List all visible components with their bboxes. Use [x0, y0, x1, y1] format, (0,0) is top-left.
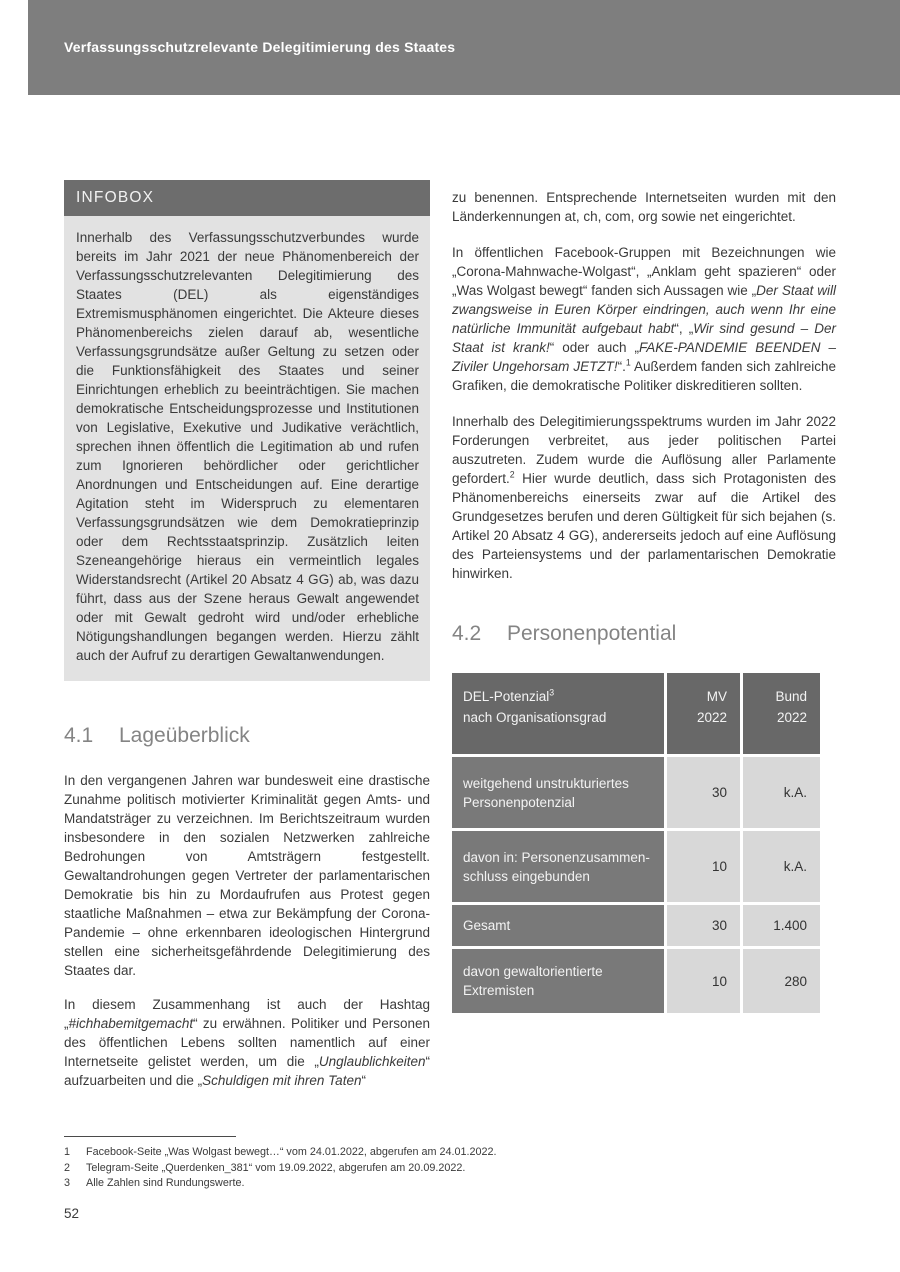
page-number: 52 [64, 1206, 80, 1221]
table-row-label: Gesamt [452, 905, 664, 946]
right-paragraph-2: In öffentlichen Facebook-Gruppen mit Bezeichnungen wie „Corona-Mahnwache-Wolgast“, „Anklam geht spazieren“ oder „Was Wolgast bewegt“ fanden sich Aussagen wie „Der Staat will zwangsweise in Euren Körper eindringen, auch wenn Ihr eine natürliche Immunität aufgebaut habt“, „Wir sind gesund – Der Staat ist krank!“ oder auch „FAKE-PANDEMIE BEENDEN – Ziviler Ungehorsam JETZT!“.$^1$ Außerdem fanden sich zahlreiche Grafiken, die demokratische Politiker diskreditieren sollten. [452, 245, 836, 393]
section-4-1-number: 4.1 [64, 724, 94, 747]
running-header-title: Verfassungsschutzrelevante Delegitimierung des Staates [64, 39, 456, 55]
table-header-del-potenzial [452, 673, 664, 754]
footnote-text: Alle Zahlen sind Rundungswerte. [86, 1177, 245, 1189]
table-header-label-line1: DEL-Potenzial [463, 689, 550, 704]
table-header-label-line1-wrap [463, 686, 656, 707]
footnote-number: 3 [64, 1177, 71, 1189]
table-row-mv-value: 30 [667, 757, 740, 828]
left-column [64, 180, 430, 1090]
footnote-text: Facebook-Seite „Was Wolgast bewegt…“ vom 24.01.2022, abgerufen am 24.01.2022. [86, 1146, 497, 1158]
right-paragraph-3: Innerhalb des Delegitimierungsspektrums wurden im Jahr 2022 Forderungen verbreitet, aus jeder politischen Partei auszutreten. Zudem wurde die Auflösung aller Parlamente gefordert.$^2$ Hier wurde deutlich, dass sich Protagonisten des Phänomenbereichs einerseits zwar auf die Artikel des Grundgesetzes berufen und deren Gültigkeit für sich bejahen (s. Artikel 20 Absatz 4 GG), andererseits jedoch auf eine Auflösung des Parteiensystems und der parlamentarischen Demokratie hinwirken. [452, 414, 836, 581]
personenpotential-table [452, 673, 820, 1013]
section-4-1-title: Lageüberblick [119, 724, 250, 747]
footnote-number: 1 [64, 1146, 71, 1158]
table-row-bund-value: 280 [743, 949, 820, 1013]
section-4-1-paragraph-1: In den vergangenen Jahren war bundesweit eine drastische Zunahme politisch motivierter Kriminalität gegen Amts- und Mandatsträger zu verzeichnen. Im Berichtszeitraum wurden insbesondere in den sozialen Netzwerken zahlreiche Bedrohungen von Amtsträgern festgestellt. Gewaltandrohungen gegen Vertreter der parlamentarischen Demokratie bis hin zu Mordaufrufen aus Protest gegen staatliche Maßnahmen – etwa zur Bekämpfung der Corona-Pandemie – ohne erkennbaren ideologischen Hintergrund stellen eine sicherheitsgefährdende Delegitimierung des Staates dar. [64, 773, 430, 978]
section-4-2-title: Personenpotential [507, 622, 677, 645]
infobox-title: INFOBOX [64, 180, 430, 216]
table-row-mv-value: 30 [667, 905, 740, 946]
table-row-label: weitgehend unstrukturiertes Personenpotenzial [452, 757, 664, 828]
table-row-bund-value: k.A. [743, 757, 820, 828]
footnote-text: Telegram-Seite „Querdenken_381“ vom 19.09.2022, abgerufen am 20.09.2022. [86, 1161, 466, 1174]
table-header-bund-year: 2022 [776, 710, 807, 725]
footnote-3 [64, 1176, 604, 1192]
table-row-mv-value: 10 [667, 949, 740, 1013]
footnote-2 [64, 1161, 604, 1177]
right-paragraph-1: zu benennen. Entsprechende Internetseiten wurden mit den Länderkennungen at, ch, com, org sowie net eingerichtet. [452, 190, 836, 224]
header-bar [28, 0, 900, 95]
footnote-3-ref: 3 [549, 687, 555, 698]
table-row-bund-value: 1.400 [743, 905, 820, 946]
table-row-bund-value: k.A. [743, 831, 820, 902]
table-header-mv-year: 2022 [696, 710, 727, 725]
footnote-1 [64, 1145, 604, 1161]
table-row-label: davon in: Personenzusammenschluss eingebunden [452, 831, 664, 902]
footnotes [64, 1136, 604, 1192]
section-4-1-paragraph-2: In diesem Zusammenhang ist auch der Hashtag „#ichhabemitgemacht“ zu erwähnen. Politiker und Personen des öffentlichen Lebens sollten namentlich auf einer Internetseite gelistet werden, um die „Unglaublichkeiten“ aufzuarbeiten und die „Schuldigen mit ihren Taten“ [64, 997, 430, 1088]
table-header-mv-2022 [667, 673, 740, 754]
table-row-label: davon gewaltorientierte Extremisten [452, 949, 664, 1013]
infobox [64, 180, 430, 681]
footnote-number: 2 [64, 1161, 71, 1174]
infobox-body-text: Innerhalb des Verfassungsschutzverbundes wurde bereits im Jahr 2021 der neue Phänomenbereich der Verfassungsschutzrelevanten Delegitimierung des Staates (DEL) als eigenständiges Extremismusphänomen eingerichtet. Die Akteure dieses Phänomenbereichs zielen darauf ab, wesentliche Verfassungsgrundsätze außer Geltung zu setzen oder die Funktionsfähigkeit des Staates und seiner Einrichtungen erheblich zu beeinträchtigen. Sie machen demokratische Entscheidungsprozesse und Institutionen von Legislative, Exekutive und Judikative verächtlich, sprechen ihnen öffentlich die Legitimation ab und rufen zum Ignorieren behördlicher oder gerichtlicher Anordnungen und Entscheidungen auf. Eine derartige Agitation steht im Widerspruch zu elementaren Verfassungsgrundsätzen wie dem Demokratieprinzip oder dem Rechtsstaatsprinzip. Zusätzlich leiten Szeneangehörige hieraus ein vermeintlich legales Widerstandsrecht (Artikel 20 Absatz 4 GG) ab, was dazu führt, dass aus der Szene heraus Gewalt angewendet oder mit Gewalt gedroht wird und/oder erhebliche Nötigungshandlungen begangen werden. Hierzu zählt auch der Aufruf zu derartigen Gewaltanwendungen. [64, 216, 430, 681]
table-header-mv: MV [706, 689, 727, 704]
section-4-2-heading [452, 621, 836, 647]
table-header-bund-2022 [743, 673, 820, 754]
section-4-2-number: 4.2 [452, 622, 482, 645]
table-row-mv-value: 10 [667, 831, 740, 902]
table-header-bund: Bund [775, 689, 807, 704]
footnote-separator [64, 1136, 236, 1137]
table-header-label-line2: nach Organisationsgrad [463, 710, 607, 725]
section-4-1-heading [64, 723, 430, 749]
right-column [452, 180, 836, 1013]
